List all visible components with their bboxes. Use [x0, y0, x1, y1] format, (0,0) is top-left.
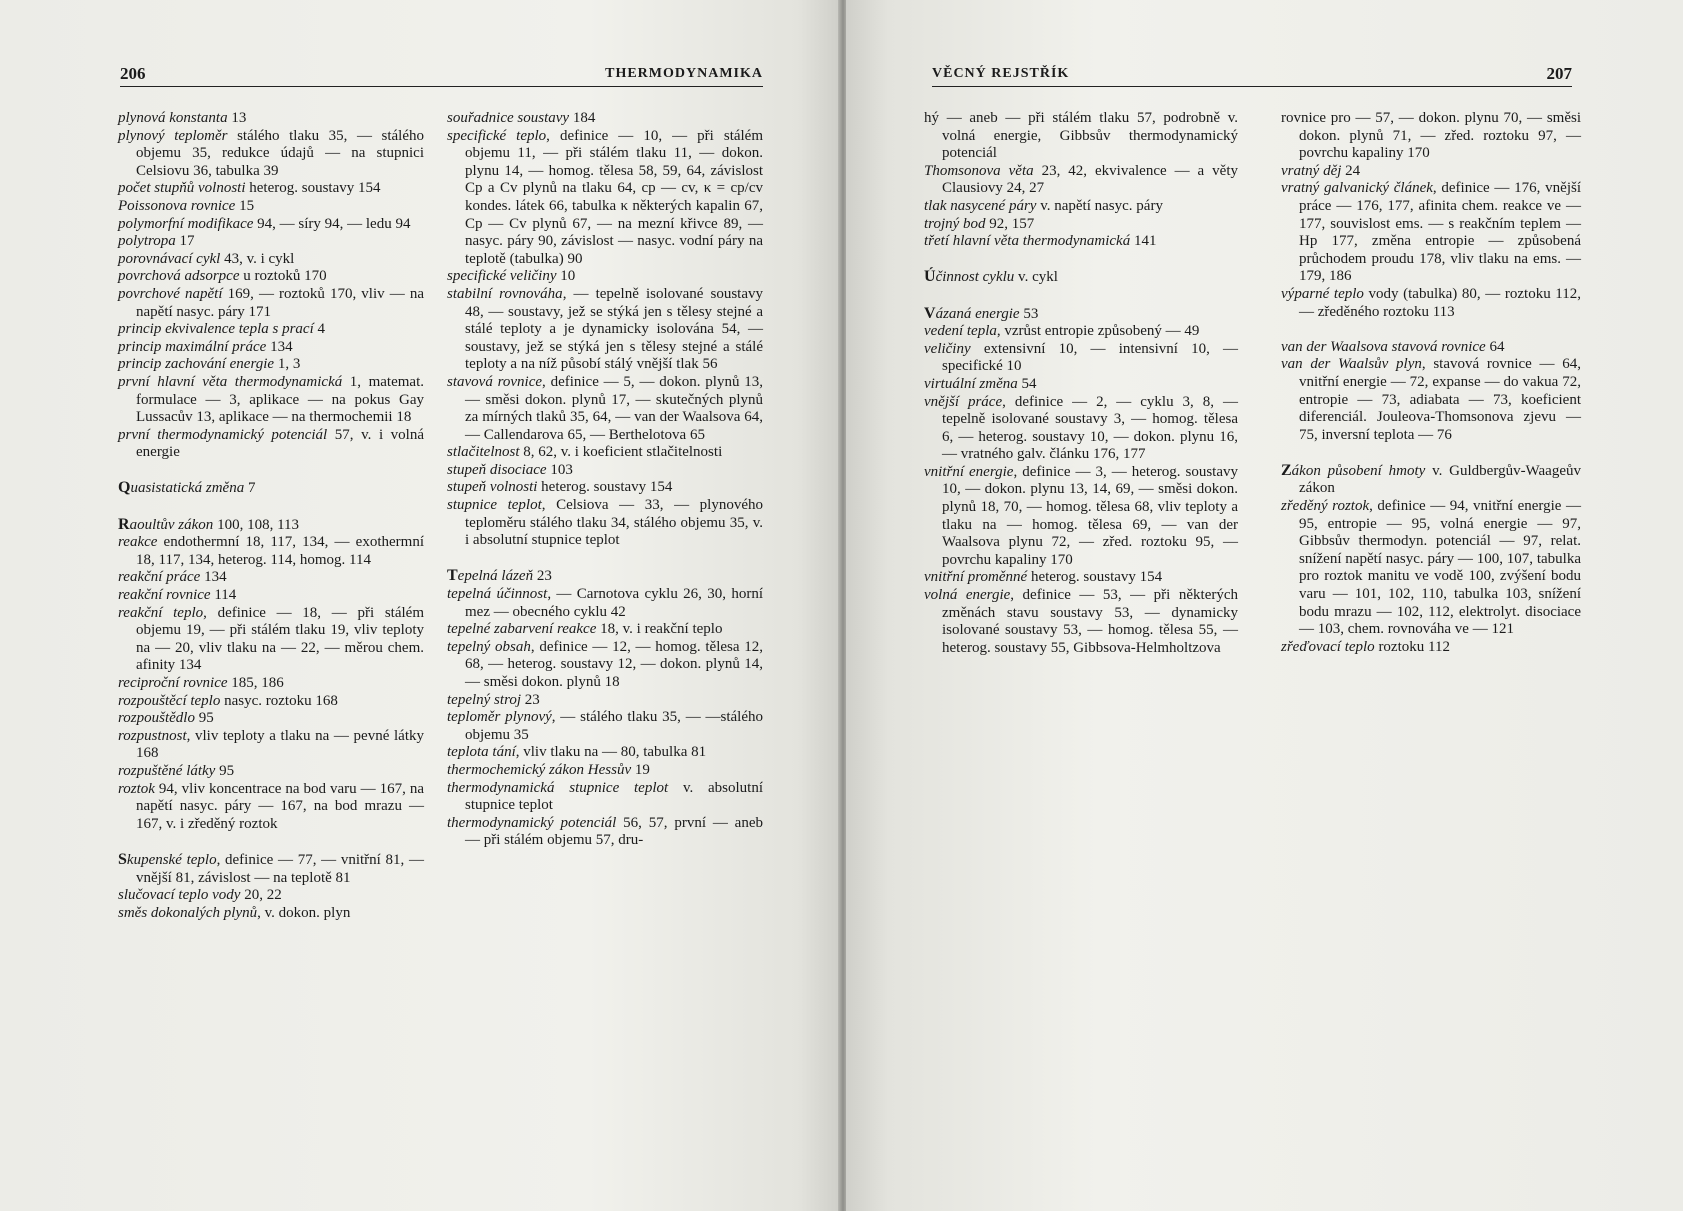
index-entry [447, 586, 763, 621]
entry-text: 114 [210, 587, 237, 604]
entry-headword: stabilní rovnováha [447, 285, 563, 302]
entry-text: , stavová rovnice — 64, vnitřní energie — 72, expanse — do vakua 72, entropie — 73, adiabata — 73, koeficient diferenciál. Jouleova-Thomsonova zjevu — 75, inversní teplota — 76 [1299, 356, 1581, 443]
entry-text: 7 [244, 480, 256, 497]
entry-headword: stupnice teplot [447, 497, 542, 514]
entry-headword: virtuální změna [924, 375, 1018, 392]
entry-text: 54 [1017, 375, 1037, 392]
entry-headword: rozpouštědlo [118, 710, 195, 727]
index-entry [118, 693, 424, 711]
index-entry [447, 744, 763, 762]
entry-text: , definice — 176, vnější práce — 176, 177, afinita chem. reakce ve — 177, souvislost ems. — s reakčním teplem — Hp 177, změna entropie — způsobená průchodem proudu 178, vliv tlaku na ems. — 179, 186 [1299, 180, 1581, 285]
index-entry [1281, 110, 1581, 163]
index-entry [118, 233, 424, 251]
entry-headword: tepelné zabarvení reakce [447, 621, 597, 638]
entry-text: 19 [631, 761, 650, 778]
entry-text: 184 [569, 110, 596, 126]
left-page [0, 0, 840, 1211]
entry-headword: van der Waalsova stavová rovnice [1281, 338, 1486, 355]
section-gap [447, 550, 763, 568]
entry-text: , definice — 77, — vnitřní 81, — vnější 81, závislost — na teplotě 81 [136, 851, 424, 886]
entry-headword: povrchová adsorpce [118, 268, 240, 285]
entry-headword: van der Waalsův plyn [1281, 356, 1422, 373]
entry-text: 24 [1341, 162, 1361, 179]
entry-text: 8, 62, v. i koeficient stlačitelnosti [519, 444, 723, 461]
index-entry [447, 268, 763, 286]
entry-headword: vratný galvanický článek [1281, 180, 1433, 197]
index-entry [447, 815, 763, 850]
entry-text: 23, 42, ekvivalence — a věty Clausiovy 24, 27 [942, 162, 1239, 197]
entry-text: 95 [194, 710, 214, 727]
entry-headword: tepelný stroj [447, 691, 522, 708]
index-entry [118, 605, 424, 675]
running-title: VĚCNÝ REJSTŘÍK [932, 66, 1070, 81]
index-entry [447, 110, 763, 128]
section-initial: T [447, 567, 458, 585]
entry-text: 134 [266, 338, 293, 355]
entry-text: , definice — 2, — cyklu 3, 8, — tepelně isolované soustavy 3, — homog. tělesa 6, — heterog. soustavy 10, — dokon. plynu 16, — vratného galv. článku 176, 177 [942, 393, 1238, 463]
index-entry [1281, 498, 1581, 639]
entry-headword: vnější práce [924, 393, 1003, 410]
entry-text: 141 [1130, 233, 1157, 250]
entry-headword: tlak nasycené páry [924, 197, 1037, 214]
entry-headword: kupenské teplo [126, 851, 217, 868]
index-entry [118, 110, 424, 128]
entry-text: , definice — 12, — homog. tělesa 12, 68, — heterog. soustavy 12, — dokon. plynů 14, — směsi dokon. plynů 18 [465, 638, 763, 690]
entry-headword: směs dokonalých plynů [118, 904, 258, 921]
index-entry [118, 887, 424, 905]
index-entry [118, 569, 424, 587]
index-entry [118, 534, 424, 569]
index-entry [447, 479, 763, 497]
index-entry [924, 569, 1238, 587]
index-entry [1281, 356, 1581, 444]
index-entry [447, 444, 763, 462]
index-entry [118, 479, 424, 498]
index-entry [924, 110, 1238, 163]
entry-headword: vratný děj [1281, 162, 1342, 179]
entry-text: u roztoků 170 [239, 268, 327, 285]
index-column [447, 110, 763, 850]
entry-text: extensivní 10, — intensivní 10, — specifické 10 [942, 340, 1238, 375]
entry-headword: činnost cyklu [935, 269, 1015, 286]
entry-text: 92, 157 [985, 215, 1035, 232]
index-entry [118, 905, 424, 923]
index-entry [1281, 339, 1581, 357]
section-gap [118, 462, 424, 480]
entry-headword: polytropa [118, 233, 176, 250]
entry-text: , definice — 3, — heterog. soustavy 10, — dokon. plynu 13, 14, 69, — směsi dokon. plynů 18, 70, — homog. tělesa 68, vliv teploty a tlaku na — homog. tělesa 69, — van der Waalsova plynu 72, — zřed. roztoku 95, — povrchu kapaliny 170 [942, 463, 1239, 568]
section-gap [1281, 321, 1581, 339]
index-entry [1281, 639, 1581, 657]
entry-headword: vnitřní energie [924, 463, 1014, 480]
entry-headword: uasistatická změna [130, 480, 245, 497]
index-entry [118, 268, 424, 286]
index-entry [118, 339, 424, 357]
entry-headword: první hlavní věta thermodynamická [118, 373, 343, 390]
entry-text: 10 [556, 268, 576, 285]
entry-headword: princip zachování energie [118, 356, 275, 373]
index-entry [118, 781, 424, 834]
entry-text: 15 [235, 197, 255, 214]
entry-headword: roztok [118, 780, 155, 797]
entry-text: 23 [533, 568, 552, 585]
entry-headword: teplota tání [447, 744, 516, 761]
index-entry [447, 567, 763, 586]
entry-text: stálého tlaku 35, — stálého objemu 35, redukce údajů — na stupnici Celsiovu 36, tabulka 39 [136, 127, 424, 179]
entry-text: 20, 22 [240, 887, 282, 904]
entry-text: , v. dokon. plyn [257, 904, 351, 921]
entry-headword: specifické teplo [447, 127, 547, 144]
entry-text: , — stálého tlaku 35, — —stálého objemu 35 [465, 709, 764, 743]
entry-headword: ákon působení hmoty [1291, 462, 1426, 479]
entry-text: 4 [313, 321, 326, 338]
entry-text: v. Guldbergův-Waageův zákon [1299, 462, 1581, 497]
entry-headword: polymorfní modifikace [118, 215, 254, 232]
entry-text: 64 [1485, 338, 1505, 355]
index-entry [118, 675, 424, 693]
index-entry [1281, 462, 1581, 498]
index-entry [924, 268, 1238, 287]
entry-text: , definice — 10, — při stálém objemu 11, — při stálém tlaku 11, — dokon. plynu 14, — homog. tělesa 58, 59, 64, závislost Cp a Cv plynů na tlaku 64, cp — cv, κ = cp/cv kondes. látek 66, tabulka κ některých kapalin 67, Cp — Cv plynů 67, — na mezní křivce 89, — nasyc. páry 90, závislost — nasyc. vodní páry na teplotě (tabulka) 90 [465, 127, 764, 267]
entry-headword: reakční rovnice [118, 587, 211, 604]
entry-headword: rozpouštěcí teplo [118, 692, 221, 709]
entry-text: , definice — 94, vnitřní energie — 95, entropie — 95, volná energie — 97, Gibbsův thermodyn. potenciál — 97, relat. snížení napětí nasyc. páry — 100, 107, tabulka pro roztok manitu ve vodě 100, zvýšení bodu varu — 101, 102, 110, tabulka 103, snížení bodu mrazu — 102, 112, elektrolyt. disociace — 103, chem. rovnováha ve — 121 [1299, 498, 1581, 638]
left-page-header [120, 64, 763, 87]
entry-text: v. cykl [1014, 269, 1058, 286]
entry-headword: výparné teplo [1281, 285, 1364, 302]
right-page [846, 0, 1683, 1211]
entry-headword: reakční práce [118, 569, 201, 586]
entry-text: v. absolutní stupnice teplot [465, 779, 763, 814]
entry-text: vody (tabulka) 80, — roztoku 112, — zředěného roztoku 113 [1299, 285, 1581, 320]
index-entry [447, 286, 763, 374]
index-entry [118, 356, 424, 374]
index-column [1281, 110, 1581, 656]
section-initial: Q [118, 479, 131, 497]
index-entry [447, 462, 763, 480]
entry-text: , definice — 5, — dokon. plynů 13, — směsi dokon. plynů 17, — skutečných plynů za mírných tlaků 35, 64, — van der Waalsova 64, — Callendarova 65, — Berthelotova 65 [465, 373, 763, 443]
index-entry [1281, 180, 1581, 286]
index-entry [118, 128, 424, 181]
section-initial: Z [1281, 461, 1292, 479]
entry-text: endothermní 18, 117, 134, — exothermní 18, 117, 134, heterog. 114, homog. 114 [136, 534, 424, 568]
entry-text: heterog. soustavy 154 [245, 180, 381, 197]
index-entry [924, 376, 1238, 394]
entry-headword: třetí hlavní věta thermodynamická [924, 233, 1131, 250]
entry-text: 13 [227, 110, 247, 126]
entry-headword: teploměr plynový [447, 709, 552, 726]
index-entry [447, 128, 763, 269]
index-entry [118, 374, 424, 427]
entry-text: hý — aneb — při stálém tlaku 57, podrobně v. volná energie, Gibbsův thermodynamický potenciál [924, 110, 1238, 162]
entry-headword: stupeň disociace [447, 461, 547, 478]
entry-text: 94, — síry 94, — ledu 94 [253, 215, 411, 232]
index-entry [1281, 163, 1581, 181]
index-entry [924, 464, 1238, 570]
index-entry [924, 216, 1238, 234]
index-entry [924, 394, 1238, 464]
entry-headword: stavová rovnice [447, 373, 543, 390]
entry-text: 100, 108, 113 [213, 516, 300, 533]
index-entry [118, 851, 424, 887]
entry-text: , definice — 18, — při stálém objemu 19, — při stálém tlaku 19, vliv teploty na — 20, vliv tlaku na — 22, — měrou chem. afinity 134 [136, 604, 424, 674]
entry-headword: rozpuštěné látky [118, 762, 216, 779]
index-entry [118, 180, 424, 198]
entry-text: , vzrůst entropie způsobený — 49 [996, 323, 1200, 340]
section-initial: R [118, 515, 130, 533]
entry-text: 169, — roztoků 170, vliv — na napětí nasyc. páry 171 [136, 285, 424, 320]
index-entry [118, 587, 424, 605]
entry-text: , — Carnotova cyklu 26, 30, horní mez — obecného cyklu 42 [465, 586, 763, 620]
index-entry [924, 233, 1238, 251]
entry-headword: Poissonova rovnice [118, 197, 236, 214]
entry-text: 94, vliv koncentrace na bod varu — 167, na napětí nasyc. páry — 167, na bod mrazu — 167, v. i zředěný roztok [136, 780, 424, 832]
entry-headword: plynový teploměr [118, 127, 228, 144]
index-entry [447, 762, 763, 780]
index-entry [924, 323, 1238, 341]
entry-headword: princip maximální práce [118, 338, 267, 355]
entry-headword: tepelný obsah [447, 638, 531, 655]
entry-headword: povrchové napětí [118, 285, 223, 302]
section-gap [118, 833, 424, 851]
entry-headword: veličiny [924, 340, 971, 357]
entry-headword: vedení tepla [924, 323, 997, 340]
section-gap [924, 287, 1238, 305]
index-entry [447, 621, 763, 639]
section-gap [118, 498, 424, 516]
index-entry [447, 692, 763, 710]
entry-text: , definice — 53, — při některých změnách stavu soustavy 53, — dynamicky isolované soustavy 53, — homog. tělesa 55, — heterog. soustavy 55, Gibbsova-Helmholtzova [942, 587, 1239, 656]
entry-headword: vnitřní proměnné [924, 569, 1028, 586]
index-entry [447, 497, 763, 550]
entry-headword: plynová konstanta [118, 110, 228, 126]
index-entry [118, 198, 424, 216]
entry-headword: reakční teplo [118, 604, 204, 621]
entry-text: 1, 3 [274, 356, 301, 373]
section-gap [1281, 444, 1581, 462]
index-entry [447, 780, 763, 815]
entry-headword: souřadnice soustavy [447, 110, 570, 126]
index-entry [118, 321, 424, 339]
index-entry [447, 639, 763, 692]
entry-headword: slučovací teplo vody [118, 887, 241, 904]
entry-headword: zřeďovací teplo [1281, 638, 1375, 655]
entry-headword: volná energie [924, 587, 1011, 604]
entry-headword: thermodynamická stupnice teplot [447, 779, 669, 796]
index-entry [924, 198, 1238, 216]
index-entry [118, 216, 424, 234]
right-page-header [932, 64, 1572, 87]
section-initial: S [118, 850, 127, 868]
index-entry [118, 286, 424, 321]
entry-text: 17 [175, 233, 195, 250]
entry-text: heterog. soustavy 154 [537, 479, 673, 496]
entry-headword: tepelná účinnost [447, 586, 548, 603]
entry-headword: stupeň volnosti [447, 479, 538, 496]
entry-headword: ázaná energie [935, 305, 1020, 322]
entry-text: , vliv tlaku na — 80, tabulka 81 [515, 744, 707, 761]
entry-headword: reakce [118, 534, 158, 551]
index-entry [118, 710, 424, 728]
entry-headword: thermochemický zákon Hessův [447, 761, 632, 778]
entry-text: 95 [215, 762, 235, 779]
entry-text: , vliv teploty a tlaku na — pevné látky 168 [136, 727, 424, 762]
entry-headword: specifické veličiny [447, 268, 557, 285]
index-entry [1281, 286, 1581, 321]
running-title: THERMODYNAMIKA [605, 66, 763, 81]
entry-text: heterog. soustavy 154 [1027, 569, 1163, 586]
index-entry [447, 709, 763, 744]
entry-text: nasyc. roztoku 168 [220, 692, 338, 709]
entry-text: , — tepelně isolované soustavy 48, — soustavy, jež se stýká jen s tělesy stejné a stálé teploty a je dynamicky isolována 54, — soustavy, jež se stýká jen s tělesy stejné a stálé teploty a na níž působí stálý vnější tlak 56 [465, 285, 764, 373]
section-initial: Ú [924, 268, 936, 286]
entry-headword: první thermodynamický potenciál [118, 426, 328, 443]
entry-headword: porovnávací cykl [118, 250, 221, 267]
index-entry [118, 427, 424, 462]
entry-text: , Celsiova — 33, — plynového teploměru stálého tlaku 34, stálého objemu 35, v. i absolutní stupnice teplot [465, 497, 763, 549]
index-entry [118, 728, 424, 763]
entry-text: 23 [521, 691, 540, 708]
index-entry [447, 374, 763, 444]
entry-headword: rozpustnost [118, 727, 187, 744]
entry-headword: Thomsonova věta [924, 162, 1034, 179]
entry-headword: trojný bod [924, 215, 986, 232]
index-entry [924, 341, 1238, 376]
entry-headword: thermodynamický potenciál [447, 814, 617, 831]
index-entry [924, 587, 1238, 657]
entry-text: 43, v. i cykl [220, 250, 295, 267]
index-entry [118, 763, 424, 781]
section-initial: V [924, 304, 936, 322]
entry-text: 53 [1019, 305, 1039, 322]
entry-headword: aoultův zákon [129, 516, 214, 533]
entry-text: 1, matemat. formulace — 3, aplikace — na pokus Gay Lussacův 13, aplikace — na thermochemii 18 [136, 373, 424, 426]
entry-text: 18, v. i reakční teplo [596, 621, 723, 638]
index-column [924, 110, 1238, 657]
entry-text: rovnice pro — 57, — dokon. plynu 70, — směsi dokon. plynů 71, — zřed. roztoku 97, — povrchu kapaliny 170 [1281, 110, 1581, 162]
entry-text: 134 [200, 569, 227, 586]
entry-headword: epelná lázeň [457, 568, 534, 585]
entry-headword: zředěný roztok [1281, 498, 1370, 515]
index-entry [118, 516, 424, 535]
entry-text: 56, 57, první — aneb — při stálém objemu 57, dru- [465, 814, 763, 849]
page-number: 207 [1546, 64, 1572, 83]
entry-headword: počet stupňů volnosti [118, 180, 246, 197]
index-column [118, 110, 424, 922]
entry-headword: stlačitelnost [447, 444, 520, 461]
entry-text: roztoku 112 [1374, 638, 1450, 655]
entry-text: v. napětí nasyc. páry [1036, 197, 1163, 214]
entry-text: 57, v. i volná energie [136, 426, 424, 461]
entry-headword: princip ekvivalence tepla s prací [118, 321, 314, 338]
index-entry [924, 305, 1238, 324]
index-entry [924, 163, 1238, 198]
entry-text: 103 [546, 461, 573, 478]
entry-headword: reciproční rovnice [118, 675, 228, 691]
page-number: 206 [120, 64, 146, 83]
section-gap [924, 251, 1238, 269]
entry-text: 185, 186 [227, 675, 284, 691]
index-entry [118, 251, 424, 269]
